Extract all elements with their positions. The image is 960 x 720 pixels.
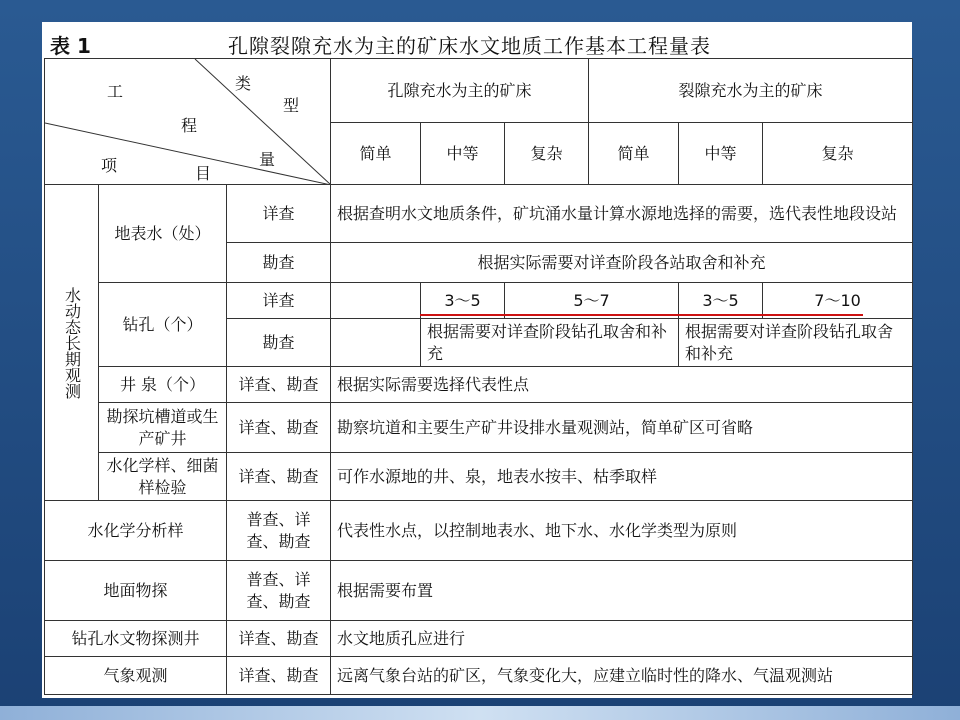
row-label-surface-water: 地表水（处） xyxy=(99,185,227,283)
stage-borehole-detail: 详查 xyxy=(227,283,331,319)
table-caption: 孔隙裂隙充水为主的矿床水文地质工作基本工程量表 xyxy=(228,34,711,58)
borehole-fissure-complex: 7～10 xyxy=(763,283,913,319)
diag-type-char-1: 类 xyxy=(235,74,252,93)
stage-logging: 详查、勘查 xyxy=(227,621,331,657)
row-label-boreholes: 钻孔（个） xyxy=(99,283,227,367)
level-simple-2: 简单 xyxy=(589,123,679,185)
row-label-logging: 钻孔水文物探测井 xyxy=(45,621,227,657)
category-longterm-label: 水动态长期观测 xyxy=(62,286,82,399)
diag-type-char-2: 型 xyxy=(283,96,300,115)
borehole-porous-complex: 5～7 xyxy=(505,283,679,319)
diag-item-char-1: 项 xyxy=(101,156,118,175)
row-label-weather: 气象观测 xyxy=(45,657,227,695)
stage-surface-detail: 详查 xyxy=(227,185,331,243)
level-medium-2: 中等 xyxy=(679,123,763,185)
diag-qty-char: 量 xyxy=(259,150,276,169)
borehole-explore-empty xyxy=(331,319,421,367)
text-borehole-explore-fissure: 根据需要对详查阶段钻孔取舍和补充 xyxy=(679,319,913,367)
stage-wells: 详查、勘查 xyxy=(227,367,331,403)
table-number: 表 1 xyxy=(50,34,91,58)
level-medium-1: 中等 xyxy=(421,123,505,185)
table-title xyxy=(42,26,912,56)
stage-chem-bact: 详查、勘查 xyxy=(227,453,331,501)
level-complex-1: 复杂 xyxy=(505,123,589,185)
text-geophysics: 根据需要布置 xyxy=(331,561,913,621)
text-chem-analysis: 代表性水点，以控制地表水、地下水、水化学类型为原则 xyxy=(331,501,913,561)
text-wells: 根据实际需要选择代表性点 xyxy=(331,367,913,403)
stage-pits: 详查、勘查 xyxy=(227,403,331,453)
stage-surface-explore: 勘查 xyxy=(227,243,331,283)
row-label-wells: 井 泉（个） xyxy=(99,367,227,403)
text-borehole-explore-porous: 根据需要对详查阶段钻孔取舍和补充 xyxy=(421,319,679,367)
borehole-porous-simple-empty xyxy=(331,283,421,319)
stage-weather: 详查、勘查 xyxy=(227,657,331,695)
borehole-values-underline xyxy=(420,314,863,316)
row-label-chem-bact: 水化学样、细菌样检验 xyxy=(99,453,227,501)
text-surface-detail: 根据查明水文地质条件，矿坑涌水量计算水源地选择的需要，选代表性地段设站 xyxy=(331,185,913,243)
row-label-chem-analysis: 水化学分析样 xyxy=(45,501,227,561)
row-label-pits: 勘探坑槽道或生产矿井 xyxy=(99,403,227,453)
row-label-geophysics: 地面物探 xyxy=(45,561,227,621)
borehole-fissure-simple: 3～5 xyxy=(679,283,763,319)
diag-item-char-2: 目 xyxy=(195,164,212,183)
level-simple-1: 简单 xyxy=(331,123,421,185)
stage-chem-analysis: 普查、详查、勘查 xyxy=(227,501,331,561)
text-logging: 水文地质孔应进行 xyxy=(331,621,913,657)
stage-borehole-explore: 勘查 xyxy=(227,319,331,367)
level-complex-2: 复杂 xyxy=(763,123,913,185)
group-header-porous: 孔隙充水为主的矿床 xyxy=(331,59,589,123)
stage-geophysics: 普查、详查、勘查 xyxy=(227,561,331,621)
text-pits: 勘察坑道和主要生产矿井设排水量观测站，简单矿区可省略 xyxy=(331,403,913,453)
group-header-fissure: 裂隙充水为主的矿床 xyxy=(589,59,913,123)
category-longterm-observation xyxy=(45,185,99,501)
borehole-porous-medium: 3～5 xyxy=(421,283,505,319)
slide-bottom-stripe xyxy=(0,706,960,720)
text-weather: 远离气象台站的矿区，气象变化大，应建立临时性的降水、气温观测站 xyxy=(331,657,913,695)
text-surface-explore: 根据实际需要对详查阶段各站取舍和补充 xyxy=(331,243,913,283)
text-chem-bact: 可作水源地的井、泉，地表水按丰、枯季取样 xyxy=(331,453,913,501)
diag-work-char-1: 工 xyxy=(107,82,124,101)
diagonal-header-cell xyxy=(45,59,331,185)
diag-work-char-2: 程 xyxy=(181,116,198,135)
work-quantity-table xyxy=(44,58,913,695)
